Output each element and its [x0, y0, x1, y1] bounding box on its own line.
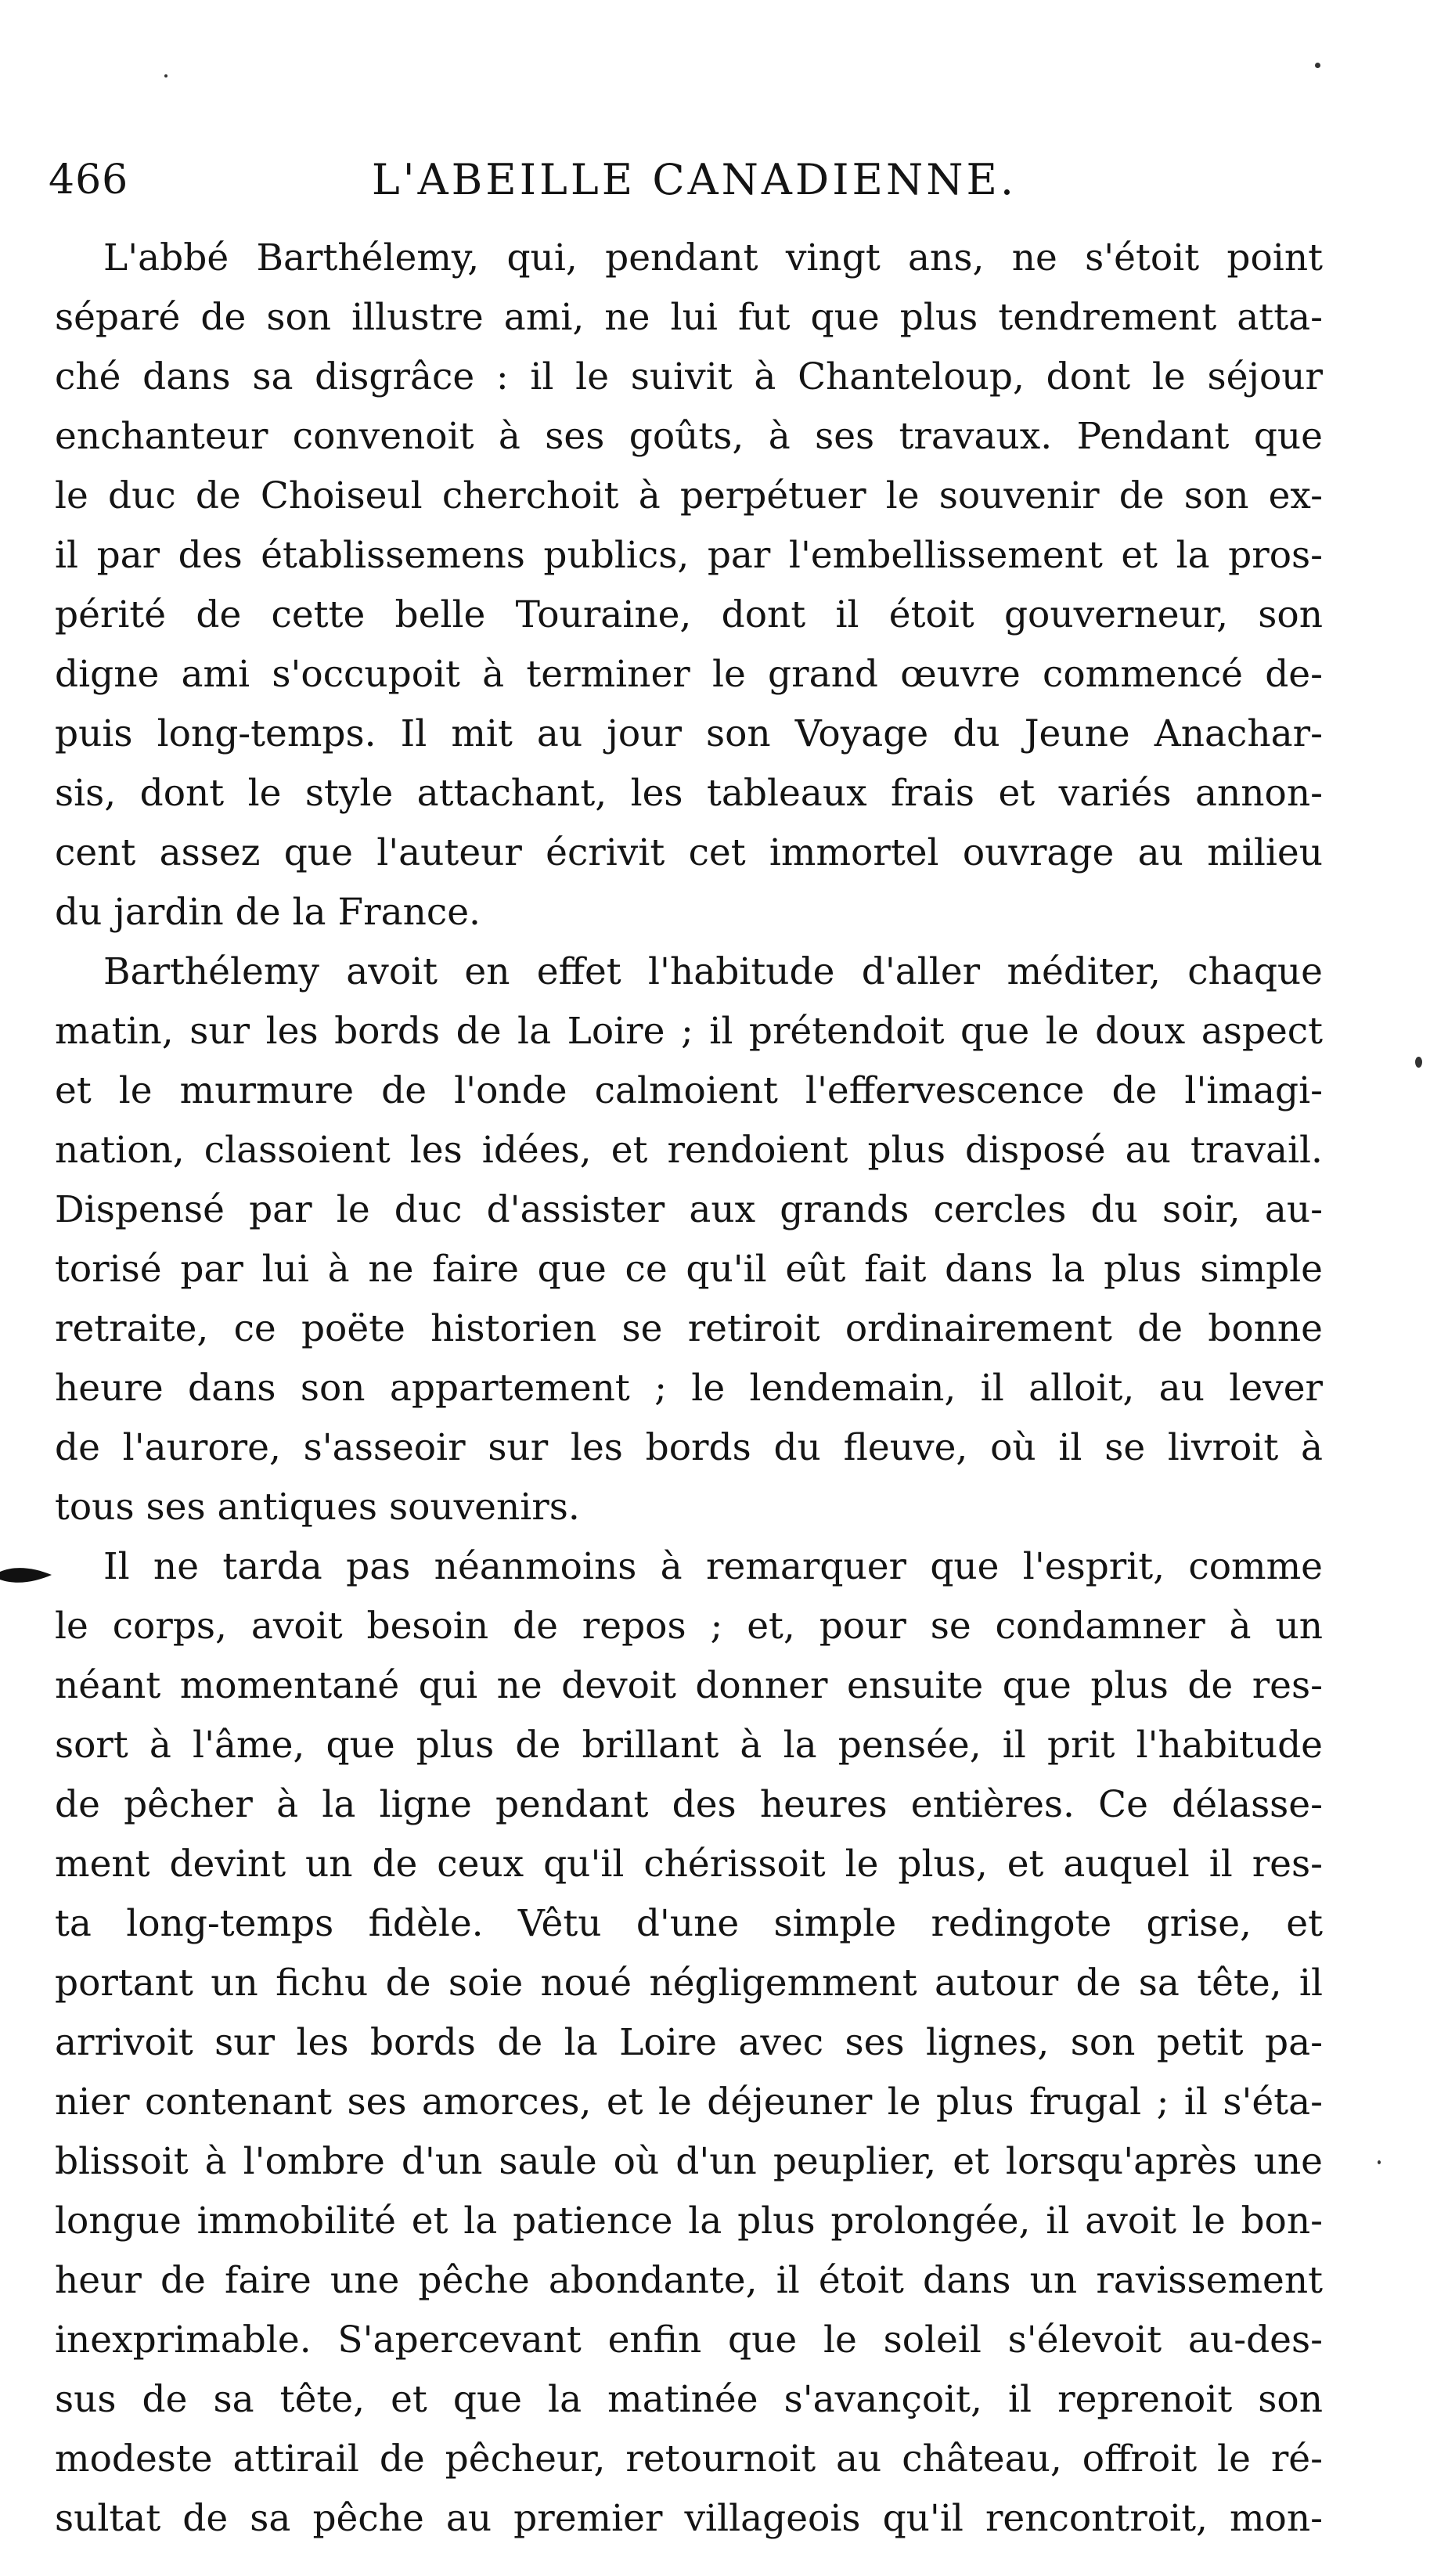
text-line: tous ses antiques souvenirs.	[55, 1486, 580, 1529]
text-line: le corps, avoit besoin de repos ; et, pour se condamner à un	[55, 1605, 1323, 1648]
page-header	[49, 153, 1340, 207]
text-line: nation, classoient les idées, et rendoient plus disposé au travail.	[55, 1129, 1323, 1172]
text-line: séparé de son illustre ami, ne lui fut que plus tendrement atta-	[55, 296, 1323, 339]
text-line: cent assez que l'auteur écrivit cet immortel ouvrage au milieu	[55, 831, 1323, 874]
text-line: heur de faire une pêche abondante, il étoit dans un ravissement	[55, 2259, 1323, 2302]
text-line: sus de sa tête, et que la matinée s'avançoit, il reprenoit son	[55, 2378, 1323, 2421]
text-line: Dispensé par le duc d'assister aux grands cercles du soir, au-	[55, 1188, 1323, 1231]
text-line: torisé par lui à ne faire que ce qu'il eût fait dans la plus simple	[55, 1248, 1323, 1291]
text-line: sultat de sa pêche au premier villageois qu'il rencontroit, mon-	[55, 2497, 1323, 2540]
text-line: matin, sur les bords de la Loire ; il prétendoit que le doux aspect	[55, 1010, 1323, 1053]
text-line: et le murmure de l'onde calmoient l'effervescence de l'imagi-	[55, 1069, 1323, 1112]
ink-speck	[1415, 1057, 1422, 1068]
body-text	[55, 229, 1323, 2549]
text-line: puis long-temps. Il mit au jour son Voyage du Jeune Anachar-	[55, 712, 1323, 755]
ink-speck	[1378, 2160, 1381, 2164]
text-line: il par des établissemens publics, par l'embellissement et la pros-	[55, 534, 1323, 577]
text-line: néant momentané qui ne devoit donner ensuite que plus de res-	[55, 1664, 1323, 1707]
text-line: Il ne tarda pas néanmoins à remarquer que l'esprit, comme	[103, 1545, 1323, 1588]
text-line: de pêcher à la ligne pendant des heures entières. Ce délasse-	[55, 1783, 1323, 1826]
running-title: L'ABEILLE CANADIENNE.	[371, 155, 1018, 204]
text-line: sort à l'âme, que plus de brillant à la pensée, il prit l'habitude	[55, 1724, 1323, 1767]
text-line: ta long-temps fidèle. Vêtu d'une simple redingote grise, et	[55, 1902, 1323, 1945]
ink-blot-mark	[0, 1565, 52, 1586]
text-line: arrivoit sur les bords de la Loire avec ses lignes, son petit pa-	[55, 2021, 1323, 2064]
text-line: L'abbé Barthélemy, qui, pendant vingt ans, ne s'étoit point	[103, 236, 1323, 279]
text-line: modeste attirail de pêcheur, retournoit au château, offroit le ré-	[55, 2437, 1323, 2481]
text-line: longue immobilité et la patience la plus prolongée, il avoit le bon-	[55, 2200, 1323, 2243]
text-line: Barthélemy avoit en effet l'habitude d'aller méditer, chaque	[103, 950, 1323, 993]
text-line: blissoit à l'ombre d'un saule où d'un peuplier, et lorsqu'après une	[55, 2140, 1323, 2183]
text-line: enchanteur convenoit à ses goûts, à ses travaux. Pendant que	[55, 415, 1323, 458]
text-line: du jardin de la France.	[55, 891, 481, 934]
ink-speck	[1315, 63, 1320, 68]
text-line: digne ami s'occupoit à terminer le grand œuvre commencé de-	[55, 653, 1323, 696]
text-line: ché dans sa disgrâce : il le suivit à Chanteloup, dont le séjour	[55, 355, 1323, 398]
text-line: nier contenant ses amorces, et le déjeuner le plus frugal ; il s'éta-	[55, 2081, 1323, 2124]
text-line: inexprimable. S'apercevant enfin que le soleil s'élevoit au-des-	[55, 2318, 1323, 2362]
text-line: heure dans son appartement ; le lendemain, il alloit, au lever	[55, 1367, 1323, 1410]
text-line: de l'aurore, s'asseoir sur les bords du fleuve, où il se livroit à	[55, 1426, 1323, 1469]
text-line: retraite, ce poëte historien se retiroit ordinairement de bonne	[55, 1307, 1323, 1350]
text-line: le duc de Choiseul cherchoit à perpétuer le souvenir de son ex-	[55, 474, 1323, 517]
ink-speck	[164, 74, 167, 77]
text-line: sis, dont le style attachant, les tableaux frais et variés annon-	[55, 772, 1323, 815]
page-number: 466	[49, 157, 129, 204]
text-line: ment devint un de ceux qu'il chérissoit le plus, et auquel il res-	[55, 1843, 1323, 1886]
text-line: périté de cette belle Touraine, dont il étoit gouverneur, son	[55, 593, 1323, 636]
text-line: portant un fichu de soie noué négligemment autour de sa tête, il	[55, 1962, 1323, 2005]
